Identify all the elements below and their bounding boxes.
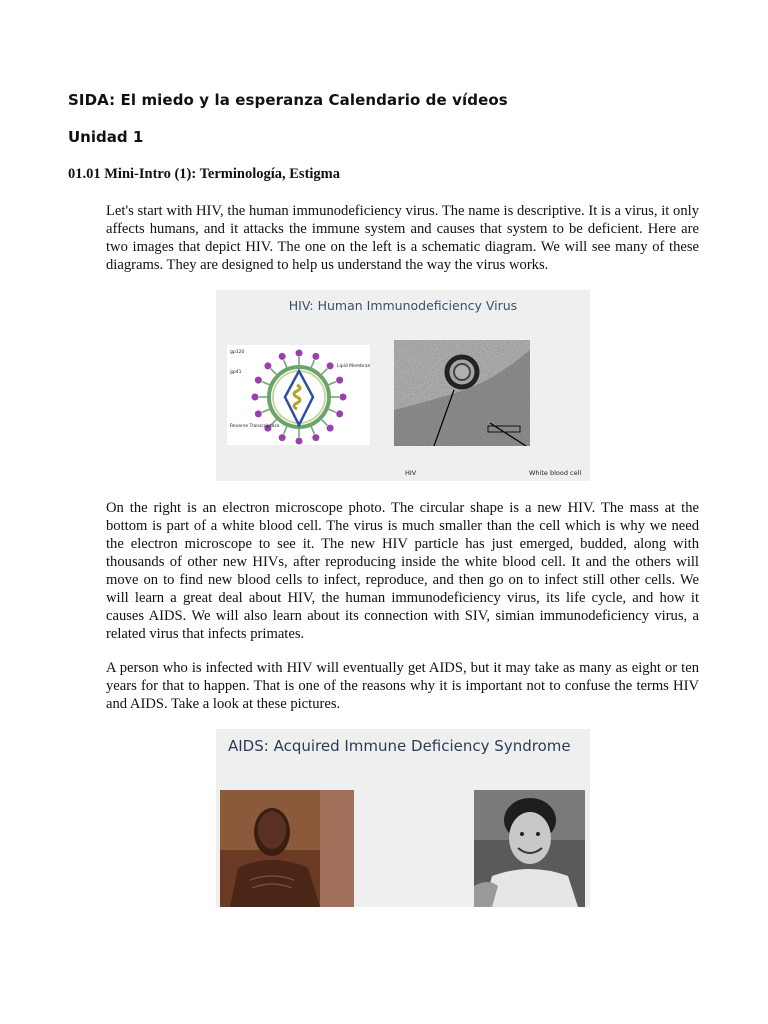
virus-spike-stem	[311, 360, 314, 367]
gp41-label: gp41	[230, 370, 242, 375]
virus-spike-stem	[322, 369, 328, 375]
lipid-membrane-label: Lipid Membrane	[337, 364, 370, 369]
virus-spike-head	[296, 350, 303, 357]
virus-spike-stem	[329, 382, 336, 385]
virus-spike-head	[336, 410, 343, 417]
aids-figure	[216, 729, 590, 907]
virus-spike-head	[340, 394, 347, 401]
white-blood-cell-label: White blood cell	[529, 469, 582, 477]
aids-figure-title: AIDS: Acquired Immune Deficiency Syndrome	[228, 737, 571, 755]
virus-spike-head	[255, 377, 262, 384]
virus-spike-stem	[262, 409, 269, 412]
reverse-transcriptase-label: Reverse Transcriptase	[230, 424, 280, 429]
section-heading: 01.01 Mini-Intro (1): Terminología, Estigma	[68, 166, 341, 182]
virus-spike-head	[279, 434, 286, 441]
virus-spike-head	[255, 410, 262, 417]
aids-patient-photo	[220, 790, 354, 907]
virus-spike-stem	[329, 409, 336, 412]
virus-spike-head	[312, 353, 319, 360]
virus-spike-stem	[322, 420, 328, 426]
virus-spike-stem	[311, 427, 314, 434]
hiv-figure	[216, 290, 590, 481]
virus-spike-stem	[284, 360, 287, 367]
virus-spike-head	[296, 438, 303, 445]
paragraph-aids: A person who is infected with HIV will eventually get AIDS, but it may take as many as eight or ten years for that to happen. That is one of the reasons why it is important not to confuse the terms HIV and AIDS. Take a look at these pictures.	[106, 660, 699, 712]
virus-spike-head	[312, 434, 319, 441]
virus-spike-stem	[271, 369, 277, 375]
virus-spike-head	[279, 353, 286, 360]
virus-spike-stem	[262, 382, 269, 385]
virus-spike-head	[327, 425, 334, 432]
virus-spike-head	[336, 377, 343, 384]
virus-spike-head	[252, 394, 259, 401]
hiv-photo-label: HIV	[405, 469, 417, 477]
unit-heading: Unidad 1	[68, 128, 144, 146]
document-title: SIDA: El miedo y la esperanza Calendario de vídeos	[68, 91, 508, 109]
hiv-figure-title: HIV: Human Immunodeficiency Virus	[288, 298, 518, 313]
paragraph-hiv-intro: Let's start with HIV, the human immunodeficiency virus. The name is descriptive. It is a virus, it only affects humans, and it attacks the immune system and causes that system to be deficient. Here are two images that depict HIV. The one on the left is a schematic diagram. We will see many of these diagrams. They are designed to help us understand the way the virus works.	[106, 203, 699, 273]
paragraph-electron-microscope: On the right is an electron microscope photo. The circular shape is a new HIV. The mass at the bottom is part of a white blood cell. The virus is much smaller than the cell which is why we need the electron microscope to see it. The new HIV particle has just emerged, budded, along with thousands of other new HIVs, after reproducing inside the white blood cell. It and the others will move on to find new blood cells to infect, reproduce, and then go on to infect still other cells. We will learn a great deal about HIV, the human immunodeficiency virus, its life cycle, and how it causes AIDS. We will also learn about its connection with SIV, simian immunodeficiency virus, a related virus that infects primates.	[106, 500, 699, 642]
electron-microscope-photo	[394, 340, 530, 446]
virus-spike-head	[264, 362, 271, 369]
hiv-schematic-diagram	[227, 345, 370, 445]
young-man-photo	[474, 790, 585, 907]
virus-spike-head	[327, 362, 334, 369]
virus-spike-stem	[284, 427, 287, 434]
gp120-label: gp120	[230, 350, 245, 355]
